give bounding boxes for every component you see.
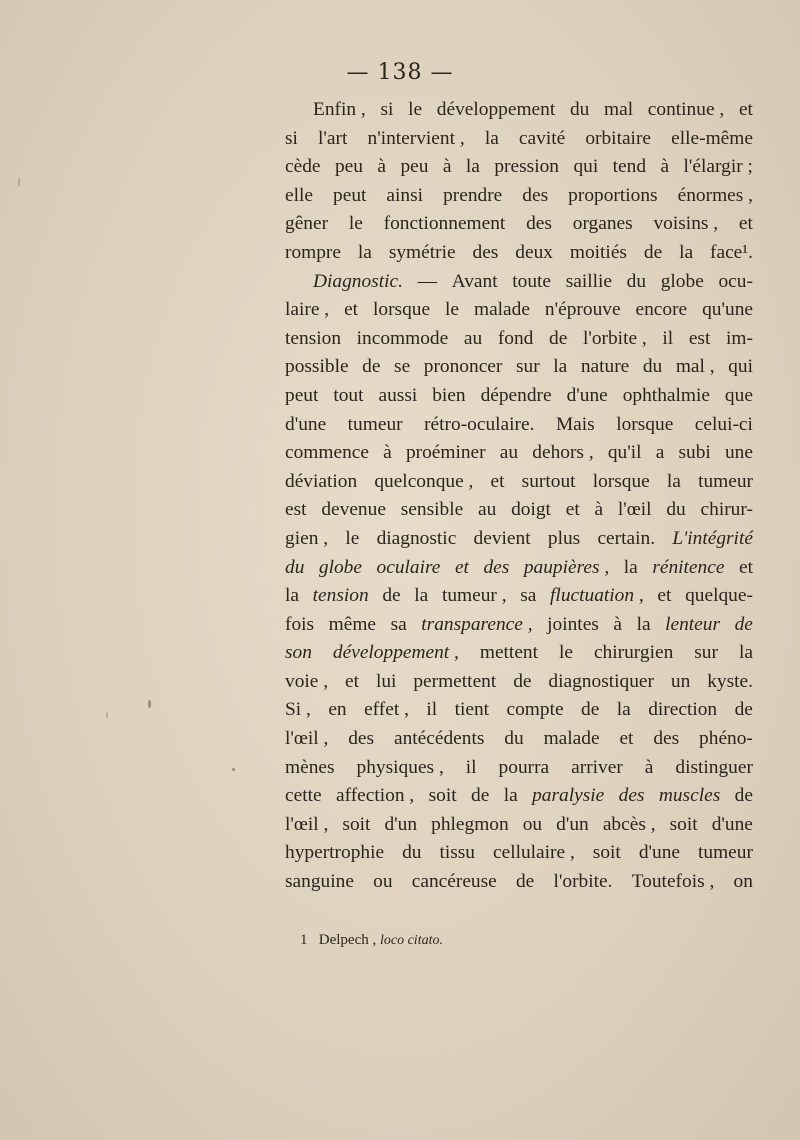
word: n'éprouve — [544, 299, 621, 321]
word: la — [738, 642, 753, 664]
word: phéno- — [699, 728, 753, 750]
word: lorsque — [592, 470, 650, 492]
word: bien — [432, 384, 466, 406]
word: tumeur — [347, 413, 403, 435]
word: de — [549, 327, 568, 349]
word: devenue — [321, 499, 386, 521]
word: possible — [285, 356, 349, 378]
word: qui — [573, 156, 599, 178]
word: de — [581, 699, 600, 721]
word: ainsi — [386, 184, 424, 206]
word: il — [426, 699, 438, 721]
word: sa — [520, 585, 537, 607]
word: arriver — [571, 756, 623, 778]
text-line — [285, 611, 753, 640]
word: quelque- — [685, 585, 753, 607]
text-line — [285, 782, 753, 811]
word: déviation — [285, 470, 358, 492]
word: au — [477, 499, 497, 521]
text-line — [285, 210, 753, 239]
word: tissu — [439, 842, 475, 864]
word: direction — [648, 699, 718, 721]
word: au — [499, 442, 519, 464]
text-line — [285, 153, 753, 182]
word: celui-ci — [694, 413, 753, 435]
word: de — [734, 613, 753, 635]
word: toute — [512, 270, 552, 292]
word: soit — [342, 813, 371, 835]
word: si — [285, 127, 298, 149]
text-line — [285, 811, 753, 840]
word: de — [734, 785, 753, 807]
word: effet , — [364, 699, 409, 721]
word: de — [471, 785, 490, 807]
word: tumeur — [698, 470, 753, 492]
word: prendre — [443, 184, 503, 206]
word: peu — [334, 156, 363, 178]
word: — — [417, 270, 437, 292]
word: jointes — [547, 613, 599, 635]
text-line — [285, 125, 753, 154]
word: à — [613, 613, 623, 635]
text-line — [285, 696, 753, 725]
word: des — [618, 785, 645, 807]
word: cette — [285, 785, 322, 807]
word: des — [483, 556, 510, 578]
word: développement , — [332, 642, 459, 664]
word: mènes — [285, 756, 335, 778]
word: saillie — [565, 270, 613, 292]
word: devient — [473, 527, 531, 549]
footnote-reference: loco citato. — [379, 933, 443, 948]
word: de — [382, 585, 401, 607]
word: à — [442, 156, 452, 178]
word: à — [594, 499, 604, 521]
text-line — [285, 554, 753, 583]
word: et — [738, 556, 753, 578]
word: la — [623, 556, 638, 578]
word: du — [285, 556, 305, 578]
word: gien , — [285, 527, 329, 549]
word: se — [394, 356, 411, 378]
word: à — [660, 156, 670, 178]
word: de — [734, 699, 753, 721]
word: qui — [728, 356, 753, 378]
word: la — [503, 785, 518, 807]
word: dépendre — [480, 384, 552, 406]
word: face¹. — [710, 241, 753, 263]
word: orbitaire — [585, 127, 652, 149]
word: commence — [285, 442, 369, 464]
word: soit — [428, 785, 457, 807]
word: tout — [333, 384, 364, 406]
word: un — [670, 670, 691, 692]
word: des — [472, 241, 499, 263]
footnote-number: 1 — [300, 932, 308, 948]
word: ocu- — [718, 270, 753, 292]
word: et — [454, 556, 469, 578]
text-line — [285, 725, 753, 754]
word: qu'il — [607, 442, 642, 464]
word: pression — [494, 156, 559, 178]
word: cède — [285, 156, 321, 178]
word: aussi — [378, 384, 418, 406]
word: fonctionnement — [383, 213, 506, 235]
word: peut — [285, 384, 319, 406]
word: elle — [285, 184, 313, 206]
text-line — [285, 639, 753, 668]
text-line — [285, 411, 753, 440]
word: quelconque , — [374, 470, 474, 492]
word: des — [526, 213, 552, 235]
word: subi — [678, 442, 711, 464]
text-line — [285, 325, 753, 354]
word: fluctuation , — [550, 585, 644, 607]
text-line — [285, 353, 753, 382]
word: organes — [572, 213, 633, 235]
word: sur — [515, 356, 540, 378]
word: d'une — [711, 813, 753, 835]
word: ophthalmie — [622, 384, 710, 406]
word: du — [569, 99, 590, 120]
word: mal — [604, 99, 634, 120]
word: et — [619, 728, 634, 750]
word: prononcer — [423, 356, 503, 378]
text-line — [285, 268, 753, 297]
word: au — [463, 327, 483, 349]
word: en — [328, 699, 347, 721]
word: d'un — [384, 813, 418, 835]
word: d'une — [638, 842, 680, 864]
word: compte — [506, 699, 564, 721]
word: il — [465, 756, 477, 778]
word: pourra — [498, 756, 550, 778]
word: Toutefois , — [631, 871, 715, 893]
word: sur — [694, 642, 718, 664]
word: im- — [726, 327, 753, 349]
word: lorsque — [616, 413, 674, 435]
word: du — [642, 356, 663, 378]
text-line — [285, 182, 753, 211]
paper-speck — [106, 712, 108, 718]
word: ou — [373, 871, 393, 893]
word: une — [724, 442, 753, 464]
word: est — [285, 499, 307, 521]
word: distinguer — [675, 756, 753, 778]
word: du — [402, 842, 422, 864]
word: l'art — [318, 127, 348, 149]
word: sensible — [400, 499, 464, 521]
word: lorsque — [373, 299, 431, 321]
word: de — [643, 241, 663, 263]
word: tient — [454, 699, 490, 721]
word: du — [504, 728, 524, 750]
word: deux — [515, 241, 553, 263]
word: continue , — [647, 99, 725, 120]
word: rénitence — [652, 556, 725, 578]
word: abcès , — [602, 813, 656, 835]
word: d'une — [566, 384, 608, 406]
word: moitiés — [569, 241, 627, 263]
word: le — [345, 527, 360, 549]
word: de — [513, 670, 532, 692]
word: sanguine — [285, 871, 354, 893]
text-line — [285, 382, 753, 411]
word: peu — [400, 156, 429, 178]
word: énormes , — [677, 184, 753, 206]
word: tension — [285, 327, 342, 349]
word: permettent — [413, 670, 497, 692]
text-line — [285, 839, 753, 868]
word: voie , — [285, 670, 329, 692]
word: on — [733, 871, 753, 893]
word: le — [348, 213, 363, 235]
word: si — [380, 99, 394, 120]
word: soit — [592, 842, 621, 864]
word: la — [666, 470, 681, 492]
text-line — [285, 439, 753, 468]
word: a — [655, 442, 665, 464]
word: encore — [635, 299, 688, 321]
word: chirur- — [700, 499, 753, 521]
word: cancéreuse — [411, 871, 497, 893]
word: Si , — [285, 699, 311, 721]
word: et — [345, 670, 360, 692]
word: Diagnostic. — [313, 270, 403, 292]
word: globe — [660, 270, 704, 292]
word: transparence , — [421, 613, 533, 635]
word: est — [688, 327, 711, 349]
word: qu'une — [702, 299, 753, 321]
word: proportions — [568, 184, 658, 206]
word: muscles — [658, 785, 721, 807]
page-number: — 138 — — [346, 60, 454, 85]
word: voisins , — [653, 213, 719, 235]
word: des — [653, 728, 680, 750]
word: fond — [497, 327, 534, 349]
word: tend — [612, 156, 647, 178]
word: fois — [285, 613, 315, 635]
word: paralysie — [532, 785, 605, 807]
word: la — [679, 241, 694, 263]
footnote — [300, 932, 443, 949]
word: incommode — [356, 327, 449, 349]
word: le — [408, 99, 423, 120]
word: la — [553, 356, 568, 378]
text-line — [285, 96, 753, 125]
word: elle-même — [671, 127, 753, 149]
word: globe — [318, 556, 362, 578]
word: développement — [436, 99, 556, 120]
text-line — [285, 468, 753, 497]
text-line — [285, 668, 753, 697]
text-line — [285, 868, 753, 897]
word: que — [724, 384, 753, 406]
word: chirurgien — [593, 642, 674, 664]
word: et — [657, 585, 672, 607]
word: et — [490, 470, 505, 492]
paper-speck — [148, 700, 151, 708]
word: hypertrophie — [285, 842, 385, 864]
word: l'orbite , — [582, 327, 647, 349]
word: lui — [375, 670, 397, 692]
word: tumeur — [697, 842, 753, 864]
word: mettent — [479, 642, 539, 664]
word: doigt — [511, 499, 551, 521]
word: le — [445, 299, 460, 321]
word: L'intégrité — [672, 527, 753, 549]
word: la — [285, 585, 299, 607]
word: mal , — [675, 356, 715, 378]
word: plus — [547, 527, 581, 549]
word: la — [357, 241, 372, 263]
word: l'orbite. — [553, 871, 613, 893]
word: des — [348, 728, 375, 750]
word: nature — [580, 356, 630, 378]
word: rétro-oculaire. — [424, 413, 535, 435]
word: phlegmon — [431, 813, 509, 835]
text-line — [285, 754, 753, 783]
body-text — [285, 96, 753, 897]
word: sa — [390, 613, 407, 635]
word: d'un — [556, 813, 589, 835]
word: son — [285, 642, 312, 664]
word: surtout — [521, 470, 576, 492]
footnote-author: Delpech , — [318, 932, 377, 948]
word: même — [328, 613, 377, 635]
word: peut — [333, 184, 367, 206]
word: l'œil — [617, 499, 652, 521]
word: dehors , — [532, 442, 594, 464]
word: du — [626, 270, 647, 292]
word: malade — [543, 728, 600, 750]
word: le — [558, 642, 573, 664]
word: symétrie — [388, 241, 456, 263]
text-line — [285, 496, 753, 525]
word: la — [465, 156, 480, 178]
word: à — [383, 442, 392, 464]
paper-speck — [18, 178, 20, 187]
word: de — [362, 356, 381, 378]
text-line — [285, 296, 753, 325]
word: diagnostic — [376, 527, 457, 549]
word: des — [522, 184, 549, 206]
word: la — [484, 127, 499, 149]
word: de — [515, 871, 535, 893]
word: proéminer — [405, 442, 486, 464]
text-line — [285, 239, 753, 268]
word: du — [666, 499, 686, 521]
word: tumeur , — [441, 585, 507, 607]
word: physiques , — [356, 756, 444, 778]
word: Mais — [555, 413, 595, 435]
word: Avant — [451, 270, 498, 292]
word: et — [738, 213, 753, 235]
word: ou — [522, 813, 543, 835]
paper-speck — [232, 768, 235, 771]
word: laire , — [285, 299, 330, 321]
word: lenteur — [665, 613, 721, 635]
word: Enfin , — [313, 99, 366, 120]
word: à — [644, 756, 654, 778]
word: l'œil , — [285, 728, 329, 750]
word: cavité — [518, 127, 566, 149]
word: cellulaire , — [492, 842, 575, 864]
word: à — [377, 156, 386, 178]
word: certain. — [597, 527, 656, 549]
word: et — [565, 499, 580, 521]
word: soit — [669, 813, 698, 835]
word: d'une — [285, 413, 327, 435]
word: la — [636, 613, 651, 635]
word: affection , — [335, 785, 415, 807]
word: et — [738, 99, 753, 120]
text-line — [285, 525, 753, 554]
word: l'œil , — [285, 813, 329, 835]
word: rompre — [285, 241, 341, 263]
word: l'élargir ; — [683, 156, 753, 178]
word: paupières , — [523, 556, 610, 578]
word: kyste. — [707, 670, 753, 692]
word: antécédents — [393, 728, 485, 750]
word: tension — [312, 585, 369, 607]
word: n'intervient , — [367, 127, 465, 149]
word: la — [414, 585, 429, 607]
word: gêner — [285, 213, 329, 235]
text-line — [285, 582, 753, 611]
word: il — [662, 327, 674, 349]
word: malade — [473, 299, 530, 321]
word: et — [344, 299, 359, 321]
word: la — [616, 699, 631, 721]
word: oculaire — [376, 556, 441, 578]
word: diagnostiquer — [548, 670, 654, 692]
